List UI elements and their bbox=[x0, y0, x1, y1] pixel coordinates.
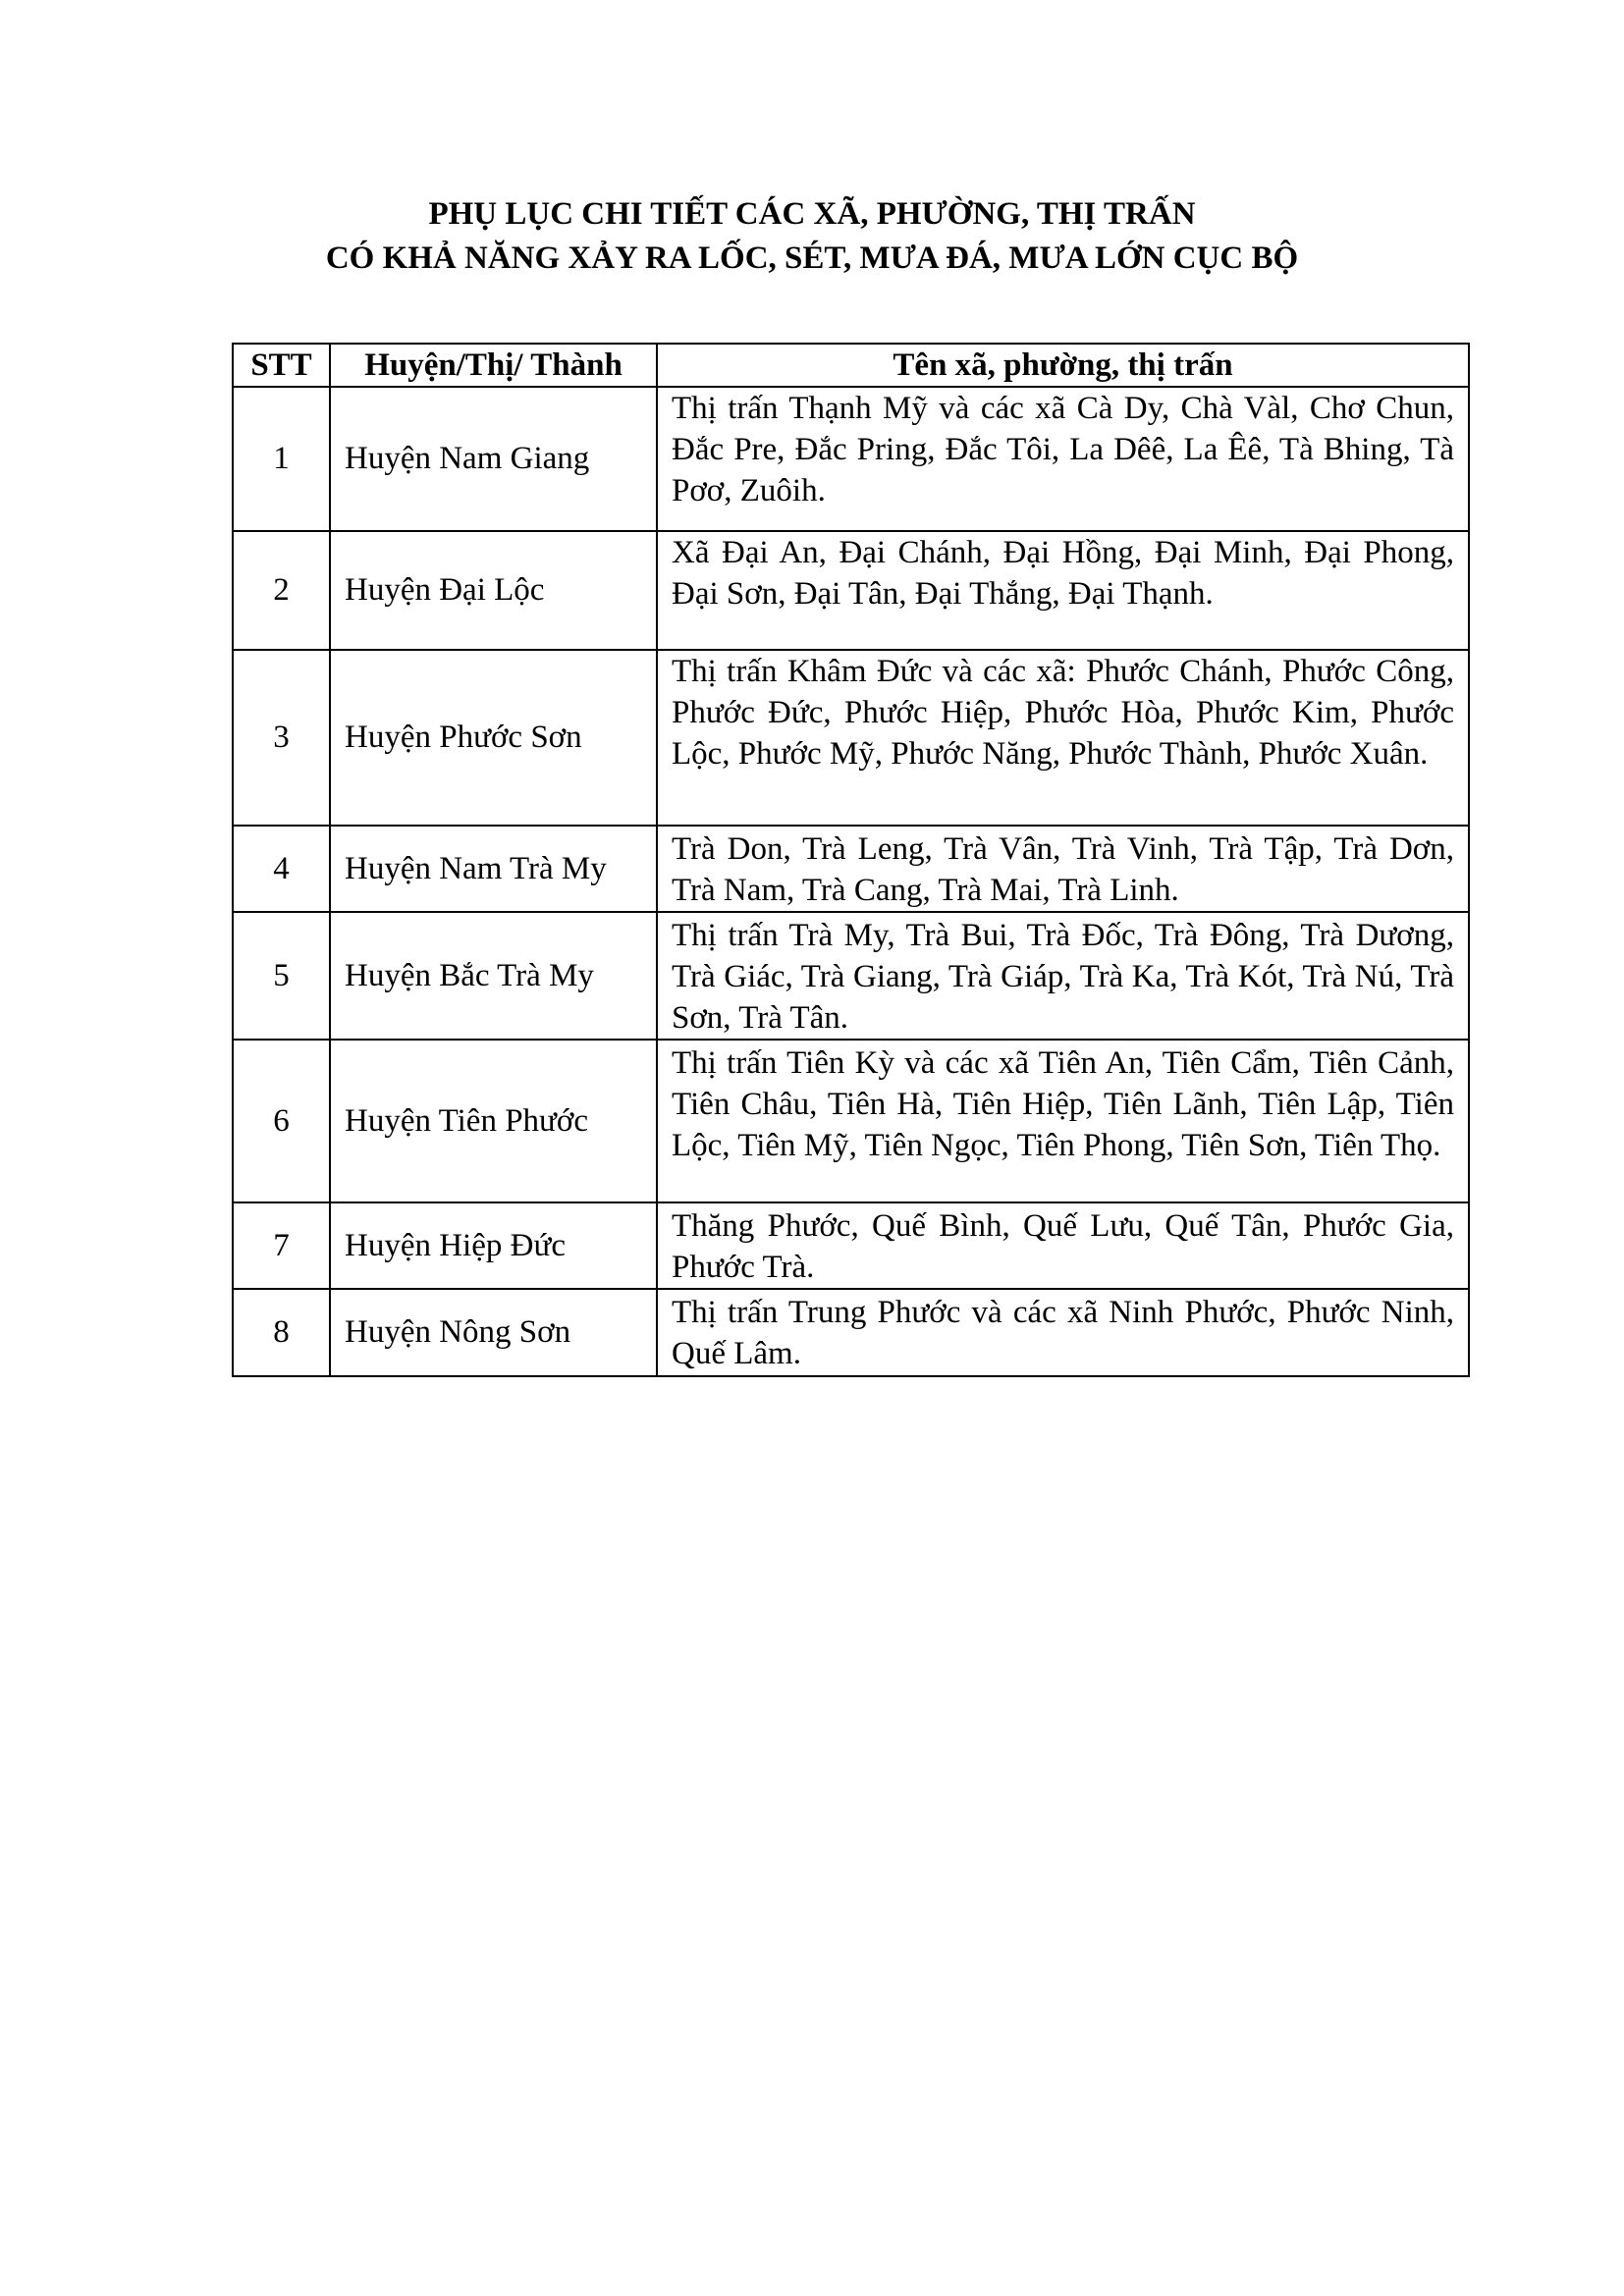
table-row bbox=[233, 387, 1469, 531]
row-district: Huyện Tiên Phước bbox=[330, 1040, 657, 1202]
header-communes: Tên xã, phường, thị trấn bbox=[657, 344, 1469, 387]
row-district: Huyện Nam Trà My bbox=[330, 826, 657, 912]
row-communes: Thị trấn Khâm Đức và các xã: Phước Chánh, Phước Công, Phước Đức, Phước Hiệp, Phước Hòa, Phước Kim, Phước Lộc, Phước Mỹ, Phước Năng, Phước Thành, Phước Xuân. bbox=[657, 650, 1469, 826]
row-district: Huyện Phước Sơn bbox=[330, 650, 657, 826]
table-row bbox=[233, 1202, 1469, 1289]
communes-table bbox=[232, 343, 1470, 1377]
title-line-2: CÓ KHẢ NĂNG XẢY RA LỐC, SÉT, MƯA ĐÁ, MƯA LỚN CỤC BỘ bbox=[325, 240, 1299, 276]
row-communes: Thị trấn Thạnh Mỹ và các xã Cà Dy, Chà Vàl, Chơ Chun, Đắc Pre, Đắc Pring, Đắc Tôi, La Dêê, La Êê, Tà Bhing, Tà Pơơ, Zuôih. bbox=[657, 387, 1469, 531]
row-district: Huyện Hiệp Đức bbox=[330, 1202, 657, 1289]
row-district: Huyện Nam Giang bbox=[330, 387, 657, 531]
row-communes: Thị trấn Trà My, Trà Bui, Trà Đốc, Trà Đông, Trà Dương, Trà Giác, Trà Giang, Trà Giáp, Trà Ka, Trà Kót, Trà Nú, Trà Sơn, Trà Tân. bbox=[657, 912, 1469, 1040]
row-communes: Thị trấn Tiên Kỳ và các xã Tiên An, Tiên Cẩm, Tiên Cảnh, Tiên Châu, Tiên Hà, Tiên Hiệp, Tiên Lãnh, Tiên Lập, Tiên Lộc, Tiên Mỹ, Tiên Ngọc, Tiên Phong, Tiên Sơn, Tiên Thọ. bbox=[657, 1040, 1469, 1202]
row-stt: 8 bbox=[233, 1289, 330, 1376]
row-stt: 5 bbox=[233, 912, 330, 1040]
row-stt: 1 bbox=[233, 387, 330, 531]
row-communes: Thăng Phước, Quế Bình, Quế Lưu, Quế Tân, Phước Gia, Phước Trà. bbox=[657, 1202, 1469, 1289]
table-row bbox=[233, 650, 1469, 826]
row-communes: Thị trấn Trung Phước và các xã Ninh Phước, Phước Ninh, Quế Lâm. bbox=[657, 1289, 1469, 1376]
table-header-row bbox=[233, 344, 1469, 387]
row-stt: 6 bbox=[233, 1040, 330, 1202]
table-row bbox=[233, 912, 1469, 1040]
row-district: Huyện Bắc Trà My bbox=[330, 912, 657, 1040]
table-row bbox=[233, 531, 1469, 650]
title-line-1: PHỤ LỤC CHI TIẾT CÁC XÃ, PHƯỜNG, THỊ TRẤN bbox=[428, 196, 1196, 232]
row-communes: Trà Don, Trà Leng, Trà Vân, Trà Vinh, Trà Tập, Trà Dơn, Trà Nam, Trà Cang, Trà Mai, Trà Linh. bbox=[657, 826, 1469, 912]
table-row bbox=[233, 826, 1469, 912]
row-stt: 3 bbox=[233, 650, 330, 826]
header-stt: STT bbox=[233, 344, 330, 387]
row-district: Huyện Nông Sơn bbox=[330, 1289, 657, 1376]
row-stt: 2 bbox=[233, 531, 330, 650]
row-district: Huyện Đại Lộc bbox=[330, 531, 657, 650]
row-stt: 4 bbox=[233, 826, 330, 912]
header-district: Huyện/Thị/ Thành bbox=[330, 344, 657, 387]
page-title bbox=[0, 192, 1624, 281]
row-stt: 7 bbox=[233, 1202, 330, 1289]
table-row bbox=[233, 1040, 1469, 1202]
row-communes: Xã Đại An, Đại Chánh, Đại Hồng, Đại Minh, Đại Phong, Đại Sơn, Đại Tân, Đại Thắng, Đại Thạnh. bbox=[657, 531, 1469, 650]
table-row bbox=[233, 1289, 1469, 1376]
